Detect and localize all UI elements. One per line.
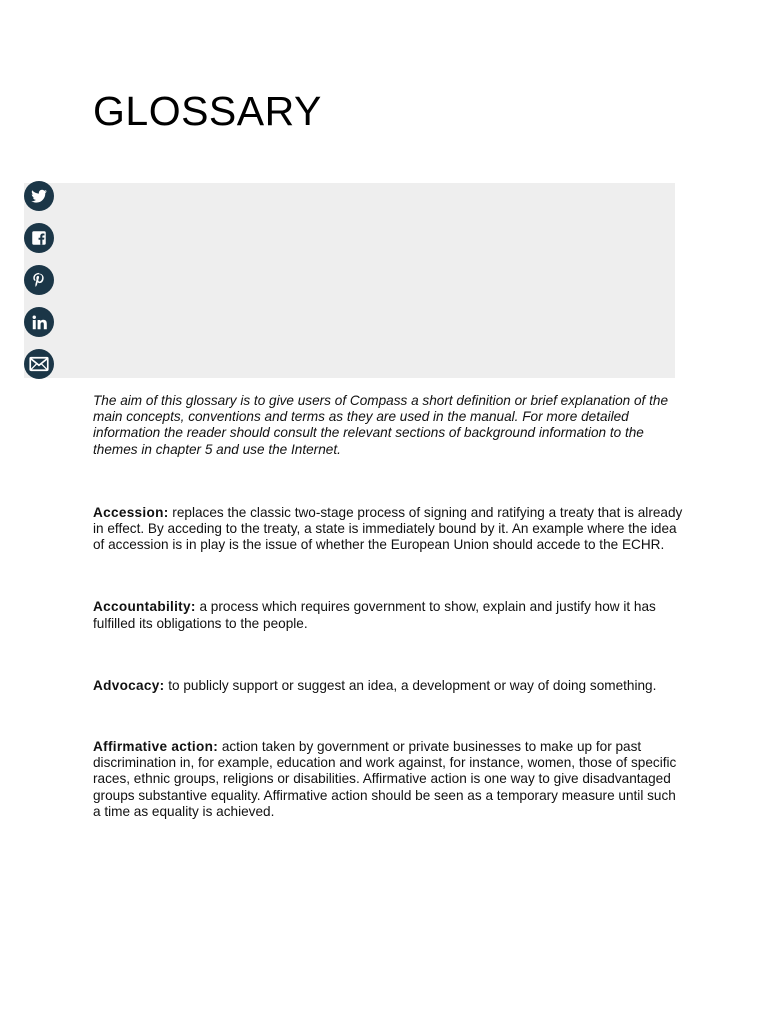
glossary-entry-advocacy	[93, 678, 683, 694]
glossary-term: Affirmative action:	[93, 739, 219, 755]
share-pinterest-button[interactable]	[24, 265, 54, 295]
glossary-definition: a process which requires government to show, explain and justify how it has fulfilled its obligations to the people.	[93, 599, 656, 631]
share-twitter-button[interactable]	[24, 181, 54, 211]
glossary-term: Accountability:	[93, 599, 196, 615]
glossary-content	[93, 393, 683, 820]
linkedin-icon	[31, 314, 48, 331]
pinterest-icon	[30, 271, 48, 289]
glossary-definition: action taken by government or private businesses to make up for past discrimination in, for example, education and work against, for instance, women, those of specific races, ethnic groups, religions or disabilities. Affirmative action is one way to give disadvantaged groups substantive equality. Affirmative action should be seen as a temporary measure until such a time as equality is achieved.	[93, 739, 677, 819]
share-linkedin-button[interactable]	[24, 307, 54, 337]
share-email-button[interactable]	[24, 349, 54, 379]
glossary-entry-affirmative-action	[93, 739, 683, 820]
glossary-entry-accession	[93, 505, 683, 554]
glossary-term: Accession:	[93, 504, 169, 520]
glossary-definition: to publicly support or suggest an idea, a development or way of doing something.	[164, 677, 657, 693]
share-facebook-button[interactable]	[24, 223, 54, 253]
glossary-term: Advocacy:	[93, 677, 165, 693]
email-icon	[29, 356, 49, 372]
intro-paragraph: The aim of this glossary is to give users of Compass a short definition or brief explanation of the main concepts, conventions and terms as they are used in the manual. For more detailed information the reader should consult the relevant sections of background information to the themes in chapter 5 and use the Internet.	[93, 393, 668, 457]
glossary-entry-accountability	[93, 599, 683, 631]
twitter-icon	[30, 187, 48, 205]
page-title: GLOSSARY	[93, 88, 322, 134]
facebook-icon	[30, 229, 48, 247]
banner-placeholder	[24, 183, 675, 378]
glossary-definition: replaces the classic two-stage process of signing and ratifying a treaty that is already in effect. By acceding to the treaty, a state is immediately bound by it. An example where the idea of accession is in play is the issue of whether the European Union should accede to the ECHR.	[93, 504, 683, 553]
